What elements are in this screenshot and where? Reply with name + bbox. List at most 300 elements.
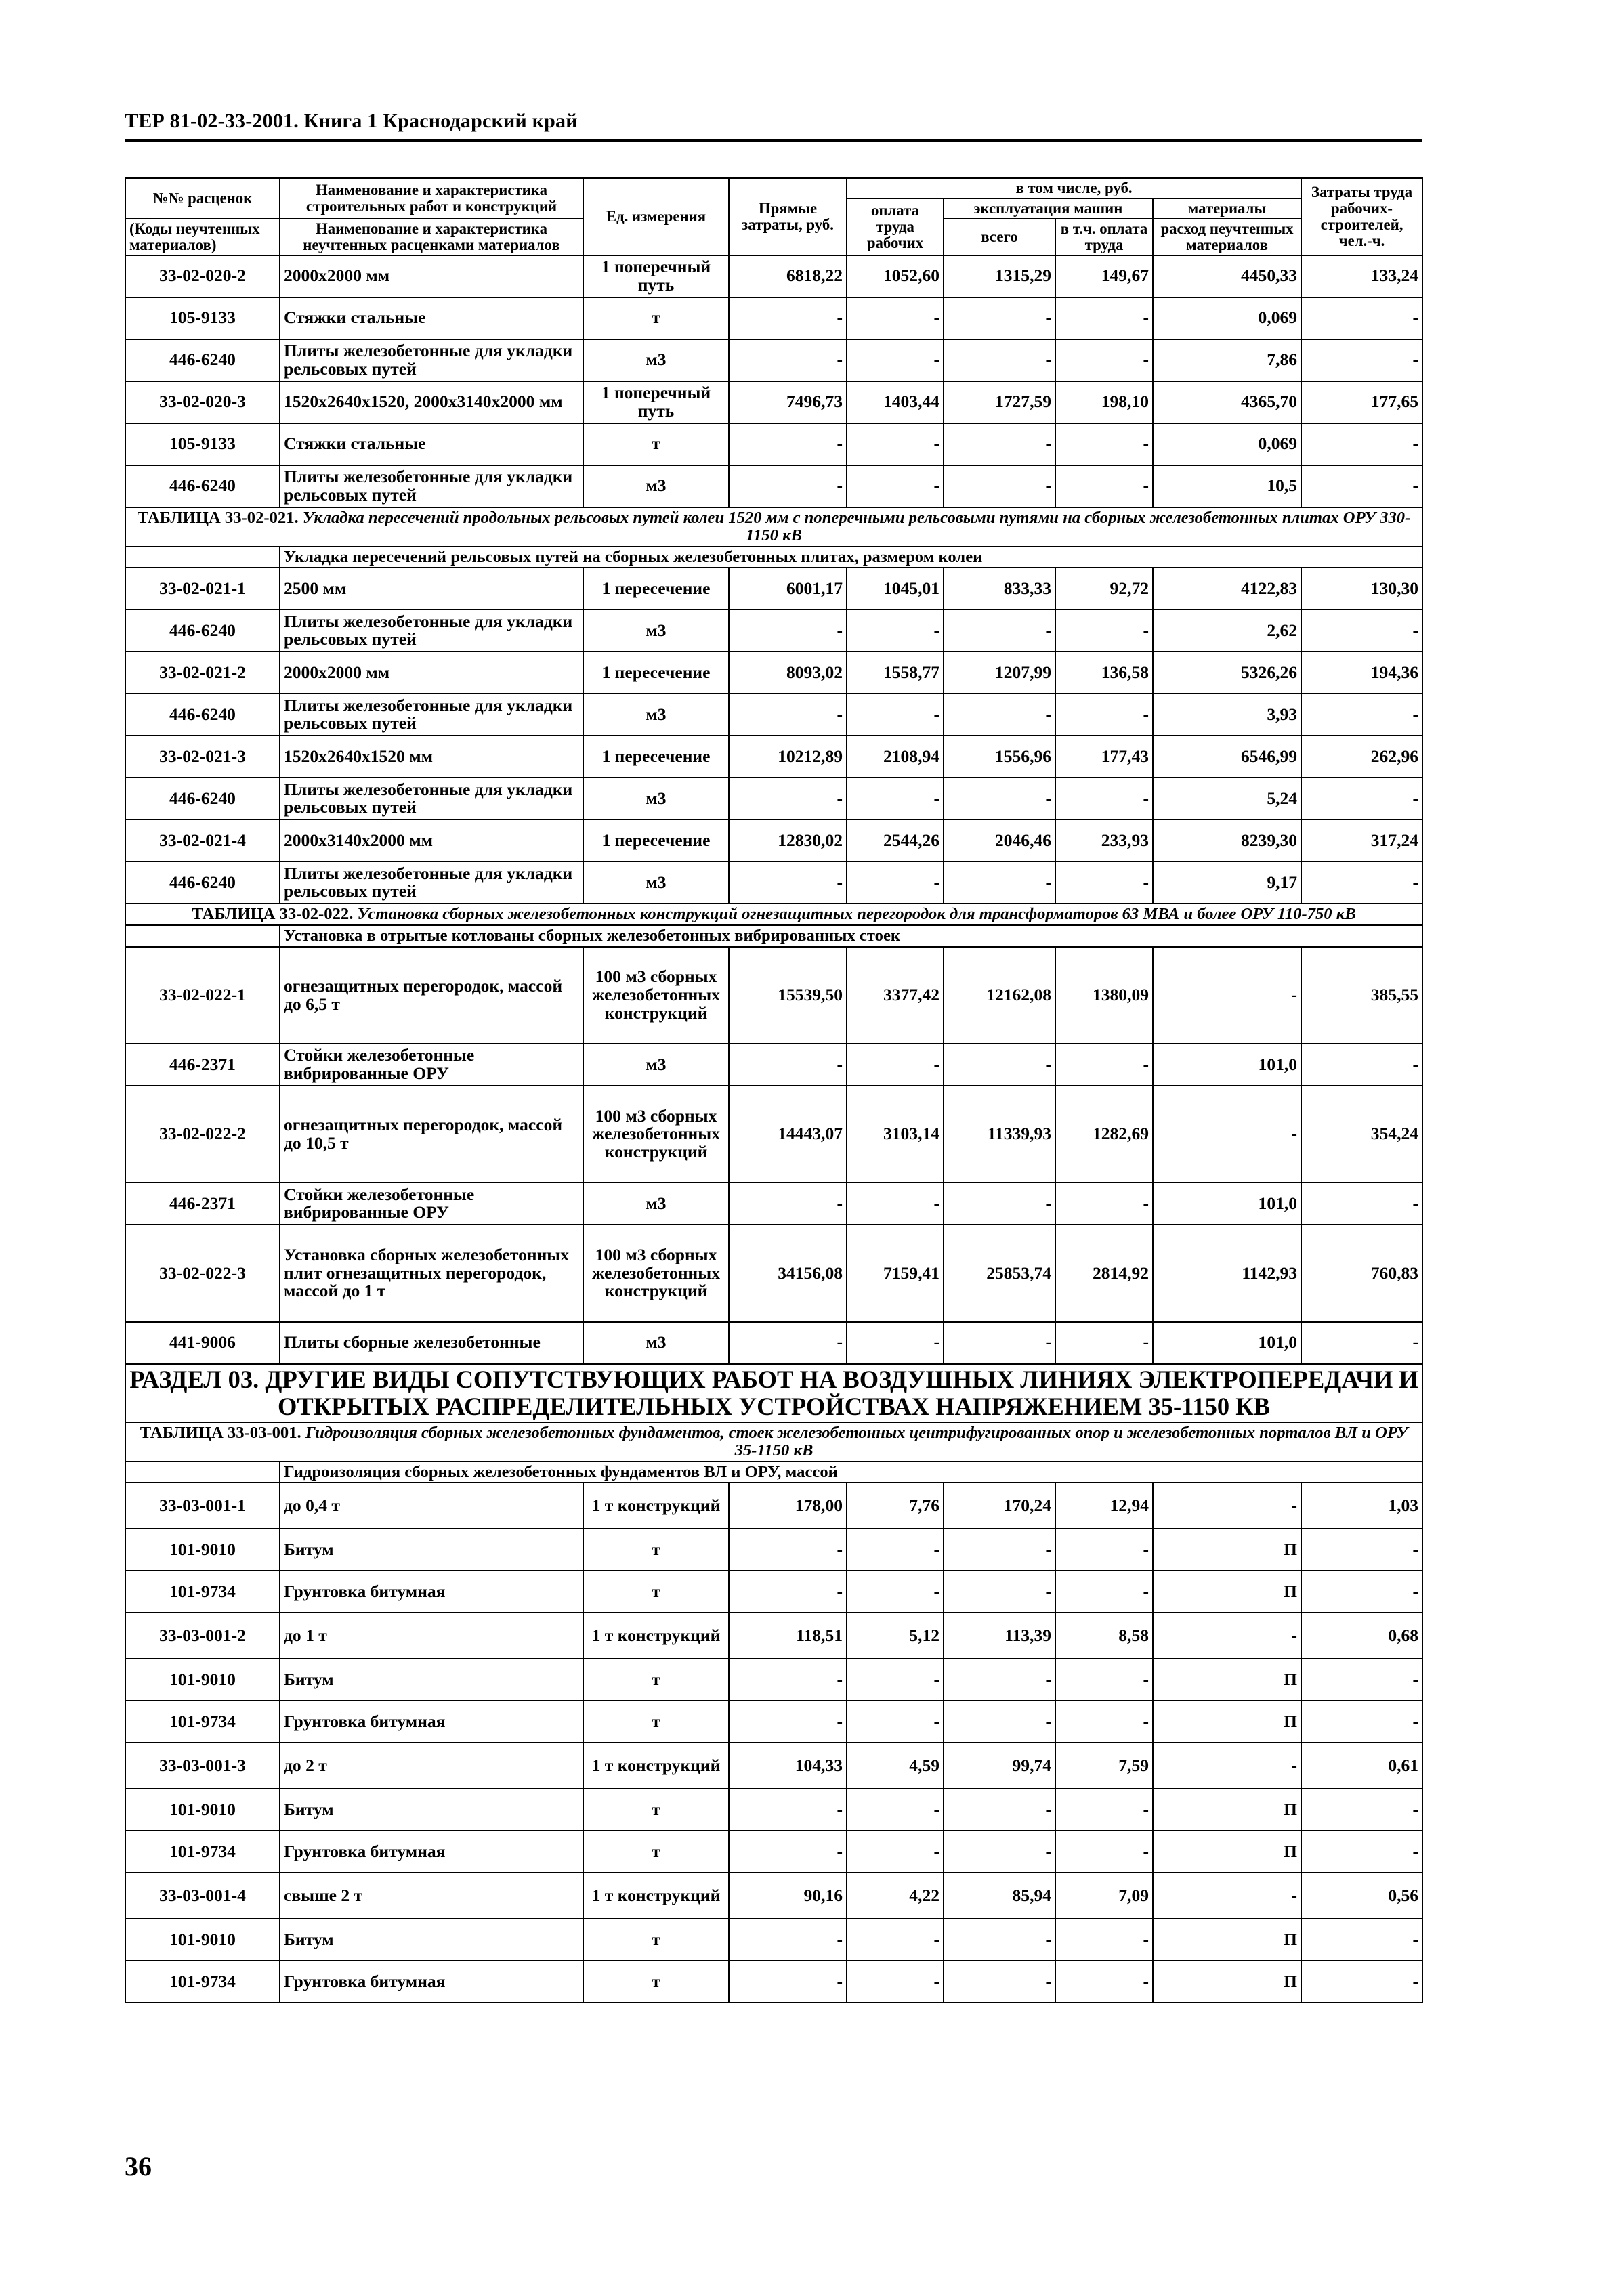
row-unit: 1 т конструкций — [583, 1483, 729, 1529]
row-direct: - — [729, 1529, 847, 1571]
row-unit: м3 — [583, 465, 729, 507]
row-direct: 6818,22 — [729, 255, 847, 297]
table-row — [125, 423, 1422, 465]
row-mach-wage: - — [1055, 778, 1153, 820]
row-code: 33-02-022-1 — [125, 947, 280, 1044]
table-title — [125, 1422, 1422, 1462]
col-mach-header: эксплуатация машин — [944, 198, 1153, 219]
row-mach: 11339,93 — [944, 1086, 1055, 1183]
row-name: Битум — [280, 1789, 583, 1831]
row-name: Стяжки стальные — [280, 297, 583, 339]
row-mat: - — [1153, 1873, 1301, 1919]
row-code: 33-02-020-3 — [125, 381, 280, 423]
section-title: РАЗДЕЛ 03. ДРУГИЕ ВИДЫ СОПУТСТВУЮЩИХ РАБОТ НА ВОЗДУШНЫХ ЛИНИЯХ ЭЛЕКТРОПЕРЕДАЧИ И ОТКРЫТЫХ РАСПРЕДЕЛИТЕЛЬНЫХ УСТРОЙСТВАХ НАПРЯЖЕНИЕМ 35-1150 КВ — [125, 1364, 1422, 1422]
row-mach: - — [944, 1044, 1055, 1086]
row-labor: - — [1301, 1529, 1422, 1571]
subtitle-row — [125, 547, 1422, 568]
row-mach: 2046,46 — [944, 820, 1055, 862]
row-mach-wage: 198,10 — [1055, 381, 1153, 423]
table-row — [125, 610, 1422, 652]
row-wage: 4,59 — [847, 1743, 944, 1789]
row-direct: 178,00 — [729, 1483, 847, 1529]
page-number: 36 — [125, 2151, 152, 2182]
row-unit: т — [583, 297, 729, 339]
row-code: 101-9010 — [125, 1789, 280, 1831]
row-unit: 1 т конструкций — [583, 1873, 729, 1919]
row-mach-wage: - — [1055, 610, 1153, 652]
row-labor: 385,55 — [1301, 947, 1422, 1044]
row-unit: м3 — [583, 339, 729, 381]
row-code: 33-02-022-2 — [125, 1086, 280, 1183]
row-code: 105-9133 — [125, 423, 280, 465]
table-title-label: ТАБЛИЦА 33-02-021. — [137, 508, 299, 527]
row-mach-wage: - — [1055, 862, 1153, 903]
row-mat: 0,069 — [1153, 423, 1301, 465]
row-wage: - — [847, 610, 944, 652]
row-labor: - — [1301, 1659, 1422, 1701]
row-mach-wage: - — [1055, 1701, 1153, 1743]
row-mach-wage: 177,43 — [1055, 736, 1153, 778]
table-title-label: ТАБЛИЦА 33-03-001. — [140, 1423, 301, 1442]
table-title-021 — [125, 507, 1422, 547]
table-row — [125, 778, 1422, 820]
row-mach-wage: - — [1055, 1789, 1153, 1831]
col-name-header: Наименование и характеристика строительных работ и конструкций — [280, 178, 583, 219]
row-mat: 7,86 — [1153, 339, 1301, 381]
row-mat: 10,5 — [1153, 465, 1301, 507]
row-mach-wage: - — [1055, 1183, 1153, 1225]
row-unit: 1 поперечный путь — [583, 255, 729, 297]
table-row — [125, 1743, 1422, 1789]
row-mat: 0,069 — [1153, 297, 1301, 339]
row-direct: - — [729, 1789, 847, 1831]
row-mach-wage: 136,58 — [1055, 652, 1153, 694]
col-mach-all-header: всего — [944, 219, 1055, 255]
row-direct: - — [729, 423, 847, 465]
row-unit: 1 т конструкций — [583, 1743, 729, 1789]
row-name: 2000x3140x2000 мм — [280, 820, 583, 862]
row-mat: 101,0 — [1153, 1183, 1301, 1225]
row-labor: 760,83 — [1301, 1225, 1422, 1321]
row-wage: 7159,41 — [847, 1225, 944, 1321]
row-direct: 6001,17 — [729, 568, 847, 610]
row-wage: - — [847, 1701, 944, 1743]
table-row — [125, 297, 1422, 339]
row-mach-wage: - — [1055, 1831, 1153, 1873]
row-mach-wage: - — [1055, 1659, 1153, 1701]
row-name: Грунтовка битумная — [280, 1571, 583, 1613]
row-mach: 12162,08 — [944, 947, 1055, 1044]
table-title-text: Установка сборных железобетонных конструкций огнезащитных перегородок для трансформаторов 63 МВА и более ОРУ 110-750 кВ — [357, 905, 1356, 924]
table-title-022 — [125, 903, 1422, 925]
row-labor: - — [1301, 610, 1422, 652]
row-name: Грунтовка битумная — [280, 1701, 583, 1743]
col-mach-wage-header: в т.ч. оплата труда — [1055, 219, 1153, 255]
row-unit: т — [583, 1701, 729, 1743]
row-name: Стяжки стальные — [280, 423, 583, 465]
row-name: Битум — [280, 1659, 583, 1701]
row-wage: - — [847, 1571, 944, 1613]
row-unit: 1 пересечение — [583, 736, 729, 778]
row-mach-wage: 12,94 — [1055, 1483, 1153, 1529]
row-direct: 14443,07 — [729, 1086, 847, 1183]
row-unit: м3 — [583, 694, 729, 736]
row-unit: т — [583, 1919, 729, 1961]
row-unit: м3 — [583, 1044, 729, 1086]
row-unit: т — [583, 1961, 729, 2003]
row-direct: - — [729, 694, 847, 736]
row-name: Грунтовка битумная — [280, 1831, 583, 1873]
row-name: 1520x2640x1520 мм — [280, 736, 583, 778]
row-wage: - — [847, 1919, 944, 1961]
col-direct-header: Прямые затраты, руб. — [729, 178, 847, 255]
table-row — [125, 1831, 1422, 1873]
row-mach-wage: 92,72 — [1055, 568, 1153, 610]
row-direct: 118,51 — [729, 1613, 847, 1659]
row-wage: 3103,14 — [847, 1086, 944, 1183]
row-labor: - — [1301, 1044, 1422, 1086]
row-mat: П — [1153, 1659, 1301, 1701]
row-name: Плиты железобетонные для укладки рельсовых путей — [280, 778, 583, 820]
row-mat: 101,0 — [1153, 1044, 1301, 1086]
row-code: 33-02-021-1 — [125, 568, 280, 610]
row-labor: 133,24 — [1301, 255, 1422, 297]
row-direct: 34156,08 — [729, 1225, 847, 1321]
row-labor: 317,24 — [1301, 820, 1422, 862]
row-name: свыше 2 т — [280, 1873, 583, 1919]
row-code: 446-6240 — [125, 339, 280, 381]
row-mach: 85,94 — [944, 1873, 1055, 1919]
row-direct: - — [729, 610, 847, 652]
table-row — [125, 1086, 1422, 1183]
row-mach: 1556,96 — [944, 736, 1055, 778]
row-wage: - — [847, 297, 944, 339]
row-unit: т — [583, 1831, 729, 1873]
row-wage: 2108,94 — [847, 736, 944, 778]
row-mat: П — [1153, 1529, 1301, 1571]
row-direct: - — [729, 297, 847, 339]
table-title-label: ТАБЛИЦА 33-02-022. — [192, 905, 354, 924]
table-row — [125, 1961, 1422, 2003]
row-labor: - — [1301, 423, 1422, 465]
col-wage-header: оплата труда рабочих — [847, 198, 944, 255]
col-mat-sub-header: расход неучтенных материалов — [1153, 219, 1301, 255]
table-row — [125, 1919, 1422, 1961]
row-name: 2000x2000 мм — [280, 255, 583, 297]
table-row — [125, 1701, 1422, 1743]
table-row — [125, 1322, 1422, 1364]
row-wage: 1045,01 — [847, 568, 944, 610]
col-incl-header: в том числе, руб. — [847, 178, 1301, 198]
row-name: 2500 мм — [280, 568, 583, 610]
row-unit: т — [583, 1571, 729, 1613]
table-row — [125, 1613, 1422, 1659]
table-row — [125, 381, 1422, 423]
table-row — [125, 862, 1422, 903]
row-mach-wage: - — [1055, 297, 1153, 339]
table-row — [125, 1659, 1422, 1701]
row-wage: 1558,77 — [847, 652, 944, 694]
row-direct: - — [729, 1701, 847, 1743]
table-row — [125, 1225, 1422, 1321]
row-direct: - — [729, 1044, 847, 1086]
row-unit: 100 м3 сборных железобетонных конструкций — [583, 1225, 729, 1321]
row-wage: - — [847, 1831, 944, 1873]
row-mach: - — [944, 1701, 1055, 1743]
row-code: 33-03-001-4 — [125, 1873, 280, 1919]
row-wage: 4,22 — [847, 1873, 944, 1919]
row-mat: 101,0 — [1153, 1322, 1301, 1364]
row-direct: - — [729, 1961, 847, 2003]
row-unit: м3 — [583, 862, 729, 903]
row-wage: - — [847, 1183, 944, 1225]
row-wage: 1052,60 — [847, 255, 944, 297]
row-name: до 2 т — [280, 1743, 583, 1789]
row-mach: 1207,99 — [944, 652, 1055, 694]
row-mat: П — [1153, 1571, 1301, 1613]
row-mach: 833,33 — [944, 568, 1055, 610]
row-wage: 5,12 — [847, 1613, 944, 1659]
row-mat: П — [1153, 1961, 1301, 2003]
row-name: Установка сборных железобетонных плит огнезащитных перегородок, массой до 1 т — [280, 1225, 583, 1321]
row-mach: - — [944, 610, 1055, 652]
row-mach-wage: - — [1055, 1044, 1153, 1086]
row-labor: - — [1301, 778, 1422, 820]
row-code: 446-6240 — [125, 465, 280, 507]
subtitle-spacer — [125, 1462, 280, 1483]
row-wage: - — [847, 1659, 944, 1701]
row-wage: - — [847, 339, 944, 381]
row-labor: 0,56 — [1301, 1873, 1422, 1919]
row-labor: - — [1301, 1571, 1422, 1613]
row-code: 33-03-001-2 — [125, 1613, 280, 1659]
row-mach: - — [944, 423, 1055, 465]
row-mat: П — [1153, 1701, 1301, 1743]
table-row — [125, 255, 1422, 297]
section-row — [125, 1364, 1422, 1422]
row-wage: 3377,42 — [847, 947, 944, 1044]
row-code: 33-02-021-2 — [125, 652, 280, 694]
row-mach-wage: - — [1055, 339, 1153, 381]
row-wage: - — [847, 1961, 944, 2003]
row-mat: 4450,33 — [1153, 255, 1301, 297]
row-mat: 4365,70 — [1153, 381, 1301, 423]
row-code: 33-02-021-3 — [125, 736, 280, 778]
row-labor: - — [1301, 1831, 1422, 1873]
row-mach: - — [944, 339, 1055, 381]
row-labor: 354,24 — [1301, 1086, 1422, 1183]
row-name: огнезащитных перегородок, массой до 10,5 т — [280, 1086, 583, 1183]
row-direct: - — [729, 862, 847, 903]
table-row — [125, 652, 1422, 694]
row-code: 33-02-020-2 — [125, 255, 280, 297]
row-wage: - — [847, 1044, 944, 1086]
row-code: 33-02-021-4 — [125, 820, 280, 862]
row-unit: 100 м3 сборных железобетонных конструкций — [583, 1086, 729, 1183]
row-mach: - — [944, 1183, 1055, 1225]
row-labor: 1,03 — [1301, 1483, 1422, 1529]
row-mach: 170,24 — [944, 1483, 1055, 1529]
row-direct: - — [729, 465, 847, 507]
table-row — [125, 1571, 1422, 1613]
row-name: Битум — [280, 1919, 583, 1961]
row-mat: П — [1153, 1919, 1301, 1961]
table-row — [125, 465, 1422, 507]
row-mat: 3,93 — [1153, 694, 1301, 736]
row-mach-wage: - — [1055, 694, 1153, 736]
row-name: до 1 т — [280, 1613, 583, 1659]
row-mach-wage: - — [1055, 1919, 1153, 1961]
col-name-sub-header: Наименование и характеристика неучтенных расценками материалов — [280, 219, 583, 255]
row-mach: - — [944, 694, 1055, 736]
row-name: до 0,4 т — [280, 1483, 583, 1529]
row-unit: 100 м3 сборных железобетонных конструкций — [583, 947, 729, 1044]
row-direct: - — [729, 1831, 847, 1873]
row-mach: - — [944, 1789, 1055, 1831]
row-code: 101-9010 — [125, 1919, 280, 1961]
table-title — [125, 507, 1422, 547]
row-unit: т — [583, 1659, 729, 1701]
row-labor: - — [1301, 1919, 1422, 1961]
row-code: 33-02-022-3 — [125, 1225, 280, 1321]
col-mat-header: материалы — [1153, 198, 1301, 219]
row-code: 446-6240 — [125, 610, 280, 652]
row-direct: - — [729, 1322, 847, 1364]
table-title — [125, 903, 1422, 925]
row-code: 441-9006 — [125, 1322, 280, 1364]
row-mach: - — [944, 1919, 1055, 1961]
row-name: Плиты железобетонные для укладки рельсовых путей — [280, 610, 583, 652]
row-name: Плиты железобетонные для укладки рельсовых путей — [280, 465, 583, 507]
table-row — [125, 1873, 1422, 1919]
row-code: 33-03-001-3 — [125, 1743, 280, 1789]
table-subtitle: Установка в отрытые котлованы сборных железобетонных вибрированных стоек — [280, 925, 1422, 947]
subtitle-spacer — [125, 925, 280, 947]
row-direct: 7496,73 — [729, 381, 847, 423]
row-direct: - — [729, 1659, 847, 1701]
row-code: 101-9734 — [125, 1571, 280, 1613]
table-row — [125, 1044, 1422, 1086]
row-labor: - — [1301, 465, 1422, 507]
row-labor: 262,96 — [1301, 736, 1422, 778]
row-mach-wage: - — [1055, 1961, 1153, 2003]
row-mach: 113,39 — [944, 1613, 1055, 1659]
row-mat: - — [1153, 1743, 1301, 1789]
row-mat: 4122,83 — [1153, 568, 1301, 610]
row-mat: П — [1153, 1831, 1301, 1873]
row-code: 446-6240 — [125, 862, 280, 903]
row-name: Плиты железобетонные для укладки рельсовых путей — [280, 862, 583, 903]
row-labor: - — [1301, 297, 1422, 339]
row-wage: - — [847, 862, 944, 903]
row-labor: - — [1301, 1701, 1422, 1743]
row-code: 446-2371 — [125, 1044, 280, 1086]
row-labor: - — [1301, 1183, 1422, 1225]
row-direct: 10212,89 — [729, 736, 847, 778]
table-title-text: Укладка пересечений продольных рельсовых путей колеи 1520 мм с поперечными рельсовыми путями на сборных железобетонных плитах ОРУ 330-1150 кВ — [302, 508, 1411, 545]
row-direct: 15539,50 — [729, 947, 847, 1044]
row-direct: - — [729, 1919, 847, 1961]
table-row — [125, 947, 1422, 1044]
row-unit: м3 — [583, 610, 729, 652]
row-mat: - — [1153, 947, 1301, 1044]
row-mat: П — [1153, 1789, 1301, 1831]
row-mat: 9,17 — [1153, 862, 1301, 903]
row-code: 101-9734 — [125, 1831, 280, 1873]
row-mach: - — [944, 465, 1055, 507]
row-mach: - — [944, 1831, 1055, 1873]
row-code: 446-6240 — [125, 694, 280, 736]
row-mat: - — [1153, 1086, 1301, 1183]
row-wage: - — [847, 423, 944, 465]
row-direct: 8093,02 — [729, 652, 847, 694]
row-mat: - — [1153, 1613, 1301, 1659]
table-title-03-001 — [125, 1422, 1422, 1462]
row-mach-wage: - — [1055, 1322, 1153, 1364]
table-row — [125, 568, 1422, 610]
row-code: 105-9133 — [125, 297, 280, 339]
row-labor: - — [1301, 339, 1422, 381]
row-name: огнезащитных перегородок, массой до 6,5 т — [280, 947, 583, 1044]
row-mach: - — [944, 862, 1055, 903]
row-name: Битум — [280, 1529, 583, 1571]
row-direct: 12830,02 — [729, 820, 847, 862]
row-labor: 177,65 — [1301, 381, 1422, 423]
row-mach-wage: 1380,09 — [1055, 947, 1153, 1044]
row-wage: - — [847, 1529, 944, 1571]
row-labor: - — [1301, 1961, 1422, 2003]
table-subtitle: Гидроизоляция сборных железобетонных фундаментов ВЛ и ОРУ, массой — [280, 1462, 1422, 1483]
table-row — [125, 1529, 1422, 1571]
row-unit: м3 — [583, 1183, 729, 1225]
row-mach: 99,74 — [944, 1743, 1055, 1789]
row-unit: 1 пересечение — [583, 820, 729, 862]
header-rule — [125, 139, 1422, 142]
row-mach: - — [944, 1659, 1055, 1701]
row-unit: м3 — [583, 1322, 729, 1364]
row-name: Плиты железобетонные для укладки рельсовых путей — [280, 339, 583, 381]
table-row — [125, 339, 1422, 381]
row-code: 101-9734 — [125, 1701, 280, 1743]
table-subtitle: Укладка пересечений рельсовых путей на сборных железобетонных плитах, размером колеи — [280, 547, 1422, 568]
row-wage: - — [847, 694, 944, 736]
row-direct: - — [729, 1571, 847, 1613]
subtitle-row — [125, 925, 1422, 947]
row-mat: - — [1153, 1483, 1301, 1529]
table-title-text: Гидроизоляция сборных железобетонных фундаментов, стоек железобетонных центрифугированных опор и железобетонных порталов ВЛ и ОРУ 35-1150 кВ — [305, 1423, 1408, 1460]
row-mat: 2,62 — [1153, 610, 1301, 652]
subtitle-row — [125, 1462, 1422, 1483]
row-direct: 104,33 — [729, 1743, 847, 1789]
col-unit-header: Ед. измерения — [583, 178, 729, 255]
row-labor: - — [1301, 1789, 1422, 1831]
row-mach: 1315,29 — [944, 255, 1055, 297]
price-table — [125, 177, 1423, 2003]
row-unit: 1 т конструкций — [583, 1613, 729, 1659]
row-mat: 1142,93 — [1153, 1225, 1301, 1321]
table-row — [125, 820, 1422, 862]
col-code-sub-header: (Коды неучтенных материалов) — [125, 219, 280, 255]
row-unit: т — [583, 423, 729, 465]
row-mach: - — [944, 1961, 1055, 2003]
row-wage: - — [847, 778, 944, 820]
row-code: 446-6240 — [125, 778, 280, 820]
row-name: Плиты сборные железобетонные — [280, 1322, 583, 1364]
running-head: ТЕР 81-02-33-2001. Книга 1 Краснодарский край — [125, 110, 578, 132]
row-name: Стойки железобетонные вибрированные ОРУ — [280, 1044, 583, 1086]
row-unit: 1 поперечный путь — [583, 381, 729, 423]
table-row — [125, 736, 1422, 778]
